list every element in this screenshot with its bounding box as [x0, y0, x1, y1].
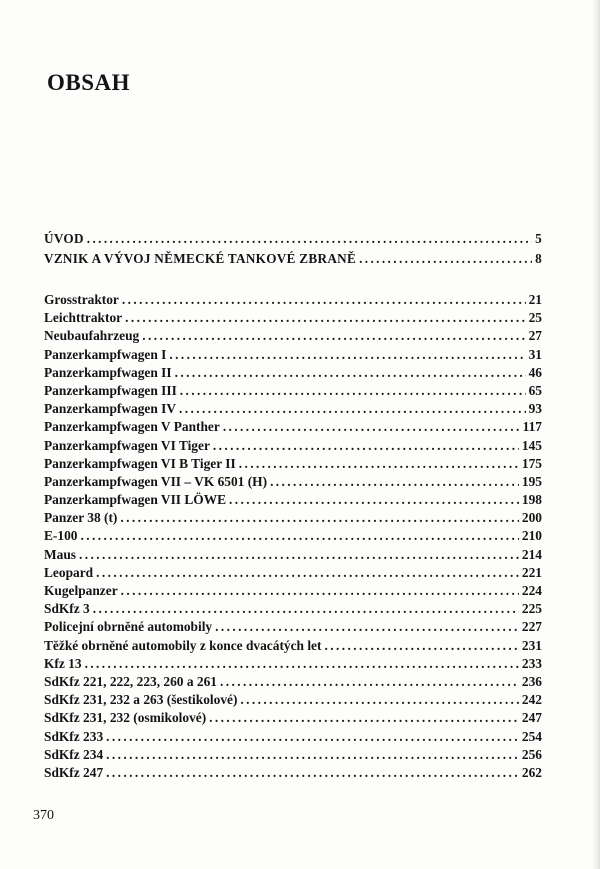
toc-entry-title: SdKfz 233: [44, 728, 104, 744]
toc-entry[interactable]: [44, 546, 542, 564]
toc-entry[interactable]: [44, 582, 542, 600]
toc-entry-title: Panzerkampfwagen IV: [44, 401, 177, 417]
dot-leader: [96, 564, 519, 582]
toc-entry[interactable]: [44, 346, 542, 364]
toc-entry[interactable]: [44, 691, 542, 709]
dot-leader: [120, 509, 519, 527]
toc-entry[interactable]: [44, 728, 542, 746]
dot-leader: [169, 346, 525, 364]
toc-entry-title: ÚVOD: [44, 231, 84, 246]
dot-leader: [270, 473, 519, 491]
dot-leader: [179, 400, 526, 418]
toc-entry-title: SdKfz 247: [44, 764, 104, 780]
toc-entry-page: 46: [528, 364, 542, 380]
dot-leader: [180, 382, 526, 400]
toc-entry-title: Panzer 38 (t): [44, 510, 118, 526]
dot-leader: [175, 364, 526, 382]
toc-entry-vznik[interactable]: [44, 249, 542, 269]
dot-leader: [240, 691, 518, 709]
page-number: 370: [33, 808, 54, 823]
toc-entry-page: 117: [522, 419, 542, 435]
toc-entry[interactable]: [44, 437, 542, 455]
toc-entry-uvod[interactable]: [44, 229, 542, 249]
toc-entry-page: 200: [521, 510, 542, 526]
toc-entry-page: 247: [521, 710, 542, 726]
dot-leader: [324, 637, 518, 655]
dot-leader: [106, 728, 519, 746]
toc-entry[interactable]: [44, 527, 542, 545]
toc-entry[interactable]: [44, 509, 542, 527]
toc-entry-title: Panzerkampfwagen I: [44, 346, 167, 362]
toc-entry[interactable]: [44, 364, 542, 382]
toc-entry-page: 21: [528, 292, 542, 307]
toc-entry-page: 25: [528, 310, 542, 326]
toc-entry-page: 236: [521, 673, 542, 689]
toc-entry[interactable]: [44, 600, 542, 618]
toc-entry-title: Policejní obrněné automobily: [44, 619, 213, 635]
toc-entry-page: 231: [521, 637, 542, 653]
toc-entry-page: 254: [521, 728, 542, 744]
toc-entry-title: Leopard: [44, 564, 94, 580]
toc-entry-title: SdKfz 3: [44, 601, 90, 617]
dot-leader: [106, 764, 519, 782]
toc-entry-title: Kfz 13: [44, 655, 82, 671]
toc-entry[interactable]: [44, 455, 542, 473]
toc-entry[interactable]: [44, 382, 542, 400]
toc-entry-page: 224: [521, 583, 542, 598]
dot-leader: [79, 546, 519, 564]
toc-entry-title: Panzerkampfwagen VI B Tiger II: [44, 455, 236, 471]
dot-leader: [93, 600, 519, 618]
toc-entry[interactable]: [44, 327, 542, 345]
toc-entry-title: Těžké obrněné automobily z konce dvacátých let: [44, 637, 322, 653]
dot-leader: [121, 582, 519, 600]
toc-entry-title: SdKfz 231, 232 a 263 (šestikolové): [44, 692, 238, 708]
toc-entry-page: 175: [521, 455, 542, 471]
dot-leader: [359, 249, 532, 269]
toc-entry-page: 198: [521, 492, 542, 508]
page-edge-shadow: [592, 0, 600, 869]
toc-entry[interactable]: [44, 618, 542, 636]
toc-entry-page: 195: [521, 473, 542, 489]
toc-entry-page: 31: [528, 346, 542, 362]
toc-entry-title: SdKfz 231, 232 (osmikolové): [44, 710, 207, 726]
toc-entry-title: E-100: [44, 528, 78, 544]
toc-entry-title: Kugelpanzer: [44, 583, 118, 598]
toc-entry[interactable]: [44, 291, 542, 309]
toc-entry[interactable]: [44, 673, 542, 691]
dot-leader: [122, 291, 526, 309]
toc-entry-page: 93: [528, 401, 542, 417]
toc-entry-title: Neubaufahrzeug: [44, 328, 140, 344]
dot-leader: [80, 527, 518, 545]
dot-leader: [87, 229, 532, 249]
toc-entry-title: Panzerkampfwagen II: [44, 364, 172, 380]
dot-leader: [229, 491, 519, 509]
toc-entry-title: SdKfz 234: [44, 746, 104, 762]
toc-entry[interactable]: [44, 764, 542, 782]
dot-leader: [213, 437, 519, 455]
toc-entry-title: SdKfz 221, 222, 223, 260 a 261: [44, 673, 217, 689]
toc-entry[interactable]: [44, 473, 542, 491]
toc-entry-page: 214: [521, 546, 542, 562]
toc-entry[interactable]: [44, 655, 542, 673]
toc-entry-title: Panzerkampfwagen VII – VK 6501 (H): [44, 473, 268, 489]
toc-entry-page: 225: [521, 601, 542, 617]
toc-entry-page: 262: [521, 764, 542, 780]
dot-leader: [215, 618, 519, 636]
table-of-contents: [44, 229, 542, 782]
dot-leader: [223, 418, 520, 436]
toc-entry-title: Panzerkampfwagen III: [44, 382, 177, 398]
toc-entry-title: Maus: [44, 546, 76, 562]
toc-entry-page: 210: [521, 528, 542, 544]
toc-entry-page: 8: [535, 251, 542, 266]
toc-entry-title: VZNIK A VÝVOJ NĚMECKÉ TANKOVÉ ZBRANĚ: [44, 251, 357, 266]
dot-leader: [125, 309, 526, 327]
toc-entry-title: Leichttraktor: [44, 310, 123, 326]
dot-leader: [85, 655, 519, 673]
page-title: OBSAH: [47, 70, 131, 95]
section-spacer: [44, 269, 542, 291]
toc-entry-title: Grosstraktor: [44, 292, 119, 307]
toc-entry-page: 221: [521, 564, 542, 580]
toc-entry[interactable]: [44, 400, 542, 418]
toc-entry[interactable]: [44, 746, 542, 764]
toc-entry-title: Panzerkampfwagen VII LÖWE: [44, 492, 227, 508]
toc-entry[interactable]: [44, 637, 542, 655]
dot-leader: [220, 673, 519, 691]
toc-entry-title: Panzerkampfwagen V Panther: [44, 419, 220, 435]
toc-entry-page: 242: [521, 692, 542, 708]
dot-leader: [239, 455, 519, 473]
toc-entry-title: Panzerkampfwagen VI Tiger: [44, 437, 210, 453]
toc-entry[interactable]: [44, 564, 542, 582]
toc-entry-page: 256: [521, 746, 542, 762]
toc-entry-page: 65: [528, 382, 542, 398]
toc-entry-page: 233: [521, 655, 542, 671]
dot-leader: [142, 327, 525, 345]
toc-entry[interactable]: [44, 491, 542, 509]
toc-entry[interactable]: [44, 309, 542, 327]
toc-entry-page: 5: [535, 231, 542, 246]
dot-leader: [209, 709, 519, 727]
toc-entry[interactable]: [44, 418, 542, 436]
toc-entry[interactable]: [44, 709, 542, 727]
dot-leader: [106, 746, 519, 764]
toc-entry-page: 27: [528, 328, 542, 344]
toc-entry-page: 145: [521, 437, 542, 453]
toc-entry-page: 227: [521, 619, 542, 635]
